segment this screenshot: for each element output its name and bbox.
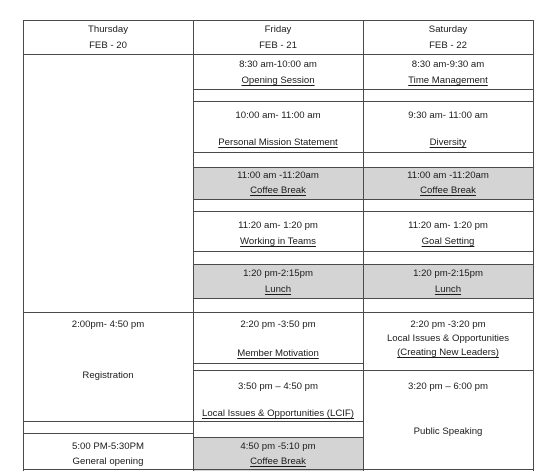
session-time: 11:00 am -11:20am	[237, 170, 319, 181]
session-time: 1:20 pm-2:15pm	[413, 268, 483, 279]
session-time: 11:00 am -11:20am	[407, 170, 489, 181]
session-time: 3:20 pm – 6:00 pm	[408, 381, 488, 392]
grid-line	[193, 421, 364, 422]
session-time: 3:50 pm – 4:50 pm	[238, 381, 318, 392]
grid-line	[193, 251, 534, 252]
thursday-time: 5:00 PM-5:30PM	[72, 441, 144, 452]
grid-line	[23, 469, 534, 470]
thursday-label: Registration	[82, 370, 134, 381]
session-title: Personal Mission Statement	[218, 137, 338, 148]
session-time: 1:20 pm-2:15pm	[243, 268, 313, 279]
day-date-thursday: FEB - 20	[89, 40, 127, 51]
session-title: Public Speaking	[413, 426, 483, 437]
session-time: 9:30 am- 11:00 am	[408, 110, 488, 121]
session-time: 10:00 am- 11:00 am	[235, 110, 321, 121]
grid-line	[193, 152, 534, 153]
grid-line	[23, 312, 534, 313]
session-title: Lunch	[434, 284, 462, 295]
grid-line	[23, 433, 194, 434]
grid-line	[193, 370, 534, 371]
grid-line	[23, 54, 534, 55]
grid-line	[363, 20, 364, 471]
session-title: Coffee Break	[420, 185, 476, 196]
day-name-thursday: Thursday	[88, 24, 128, 35]
grid-line	[193, 363, 364, 364]
session-title: Member Motivation	[237, 348, 319, 359]
grid-line	[193, 101, 534, 102]
day-name-saturday: Saturday	[428, 24, 468, 35]
cropped-title-fragment	[220, 0, 340, 2]
session-title: Goal Setting	[421, 236, 475, 247]
day-date-saturday: FEB - 22	[429, 40, 467, 51]
session-time: 8:30 am-10:00 am	[239, 59, 317, 70]
session-title: Local Issues & Opportunities	[386, 333, 510, 344]
grid-line	[23, 421, 194, 422]
grid-line	[193, 437, 364, 438]
grid-line	[193, 199, 534, 200]
session-subtitle: (Creating New Leaders)	[397, 347, 499, 358]
session-title: Time Management	[408, 75, 488, 86]
grid-line	[193, 298, 534, 299]
session-time: 8:30 am-9:30 am	[411, 59, 485, 70]
thursday-time: 2:00pm- 4:50 pm	[71, 319, 145, 330]
grid-line	[23, 20, 24, 471]
session-time: 2:20 pm -3:20 pm	[410, 319, 486, 330]
session-title: Coffee Break	[250, 185, 306, 196]
grid-line	[23, 20, 534, 21]
session-time: 11:20 am- 1:20 pm	[238, 220, 318, 231]
grid-line	[533, 20, 534, 471]
session-time: 2:20 pm -3:50 pm	[240, 319, 316, 330]
thursday-label: General opening	[72, 456, 144, 467]
session-time: 4:50 pm -5:10 pm	[240, 441, 316, 452]
day-name-friday: Friday	[264, 24, 292, 35]
grid-line	[193, 167, 534, 168]
session-title: Local Issues & Opportunities (LCIF)	[202, 408, 354, 419]
grid-line	[193, 20, 194, 471]
session-title: Lunch	[264, 284, 292, 295]
day-date-friday: FEB - 21	[259, 40, 297, 51]
grid-line	[193, 211, 534, 212]
session-title: Opening Session	[241, 75, 315, 86]
grid-line	[193, 89, 534, 90]
session-title: Coffee Break	[250, 456, 306, 467]
grid-line	[193, 264, 534, 265]
session-title: Diversity	[429, 137, 467, 148]
session-time: 11:20 am- 1:20 pm	[408, 220, 488, 231]
session-title: Working in Teams	[240, 236, 316, 247]
